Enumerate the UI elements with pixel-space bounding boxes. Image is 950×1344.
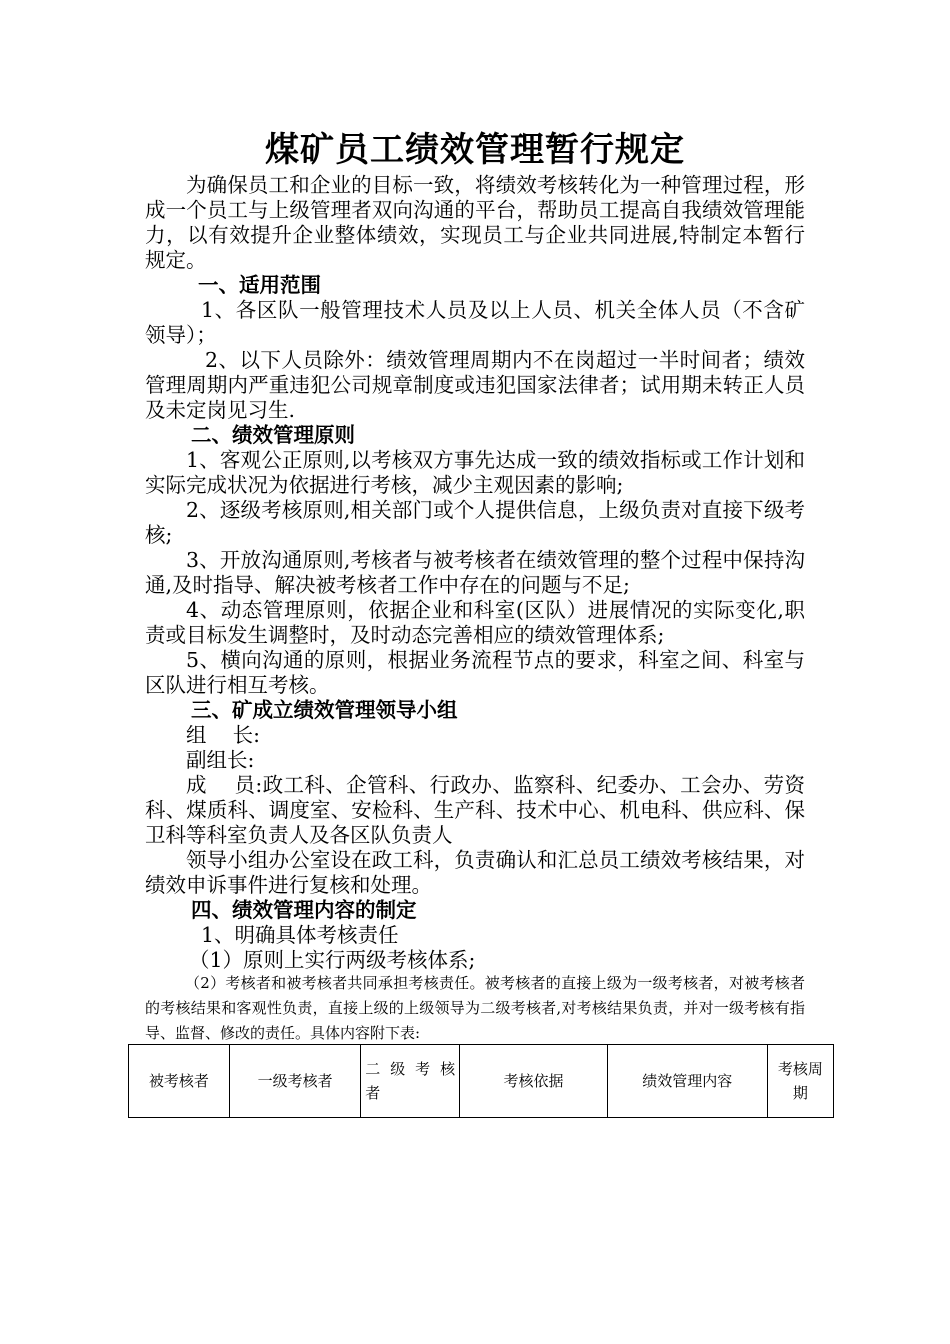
assessment-table: [128, 1044, 834, 1118]
section1-heading: 一、适用范围: [198, 273, 321, 297]
section2-item-2: 2、逐级考核原则,相关部门或个人提供信息，上级负责对直接下级考核;: [145, 498, 805, 547]
table-header-cell: 二 级 考 核 者: [361, 1045, 460, 1118]
group-members-line: 成 员:政工科、企管科、行政办、监察科、纪委办、工会办、劳资科、煤质科、调度室、安检科、生产科、技术中心、机电科、供应科、保卫科等科室负责人及各区队负责人: [145, 773, 805, 847]
group-office-line: 领导小组办公室设在政工科，负责确认和汇总员工绩效考核结果，对绩效申诉事件进行复核和处理。: [145, 848, 805, 897]
table-header-cell: 考核周期: [767, 1045, 833, 1118]
section2-item-4: 4、动态管理原则，依据企业和科室(区队）进展情况的实际变化,职责或目标发生调整时，及时动态完善相应的绩效管理体系;: [145, 598, 805, 647]
document-title: 煤矿员工绩效管理暂行规定: [265, 130, 685, 170]
section2-item-5: 5、横向沟通的原则，根据业务流程节点的要求，科室之间、科室与区队进行相互考核。: [145, 648, 805, 697]
section4-heading: 四、绩效管理内容的制定: [191, 898, 417, 922]
table-header-cell: 绩效管理内容: [607, 1045, 767, 1118]
table-header-cell: 一级考核者: [229, 1045, 360, 1118]
table-header-cell: 被考核者: [129, 1045, 230, 1118]
table-header-cell: 考核依据: [460, 1045, 608, 1118]
section4-item-1: 1、明确具体考核责任: [201, 923, 399, 947]
section2-item-3: 3、开放沟通原则,考核者与被考核者在绩效管理的整个过程中保持沟通,及时指导、解决被考核者工作中存在的问题与不足;: [145, 548, 805, 597]
intro-paragraph: 为确保员工和企业的目标一致，将绩效考核转化为一种管理过程，形成一个员工与上级管理者双向沟通的平台，帮助员工提高自我绩效管理能力，以有效提升企业整体绩效，实现员工与企业共同进展,特制定本暂行规定。: [145, 173, 805, 272]
group-leader-line: 组 长:: [186, 723, 260, 747]
section2-item-1: 1、客观公正原则,以考核双方事先达成一致的绩效指标或工作计划和实际完成状况为依据进行考核，减少主观因素的影响;: [145, 448, 805, 497]
section4-item-1-2: （2）考核者和被考核者共同承担考核责任。被考核者的直接上级为一级考核者，对被考核者的考核结果和客观性负责，直接上级的上级领导为二级考核者,对考核结果负责，并对一级考核有指导、监督、修改的责任。具体内容附下表:: [145, 974, 805, 1042]
section3-heading: 三、矿成立绩效管理领导小组: [191, 698, 458, 722]
assessment-responsibility-note: [145, 971, 805, 1046]
group-deputy-line: 副组长:: [186, 748, 255, 772]
section1-item-1: 1、各区队一般管理技术人员及以上人员、机关全体人员（不含矿领导）；: [145, 298, 805, 347]
table-header-row: [129, 1045, 834, 1118]
section4-item-1-1: （1）原则上实行两级考核体系;: [189, 948, 476, 972]
section2-heading: 二、绩效管理原则: [191, 423, 355, 447]
document-body: [145, 173, 805, 973]
section1-item-2: 2、以下人员除外：绩效管理周期内不在岗超过一半时间者；绩效管理周期内严重违犯公司规章制度或违犯国家法律者；试用期未转正人员及未定岗见习生.: [145, 348, 805, 422]
